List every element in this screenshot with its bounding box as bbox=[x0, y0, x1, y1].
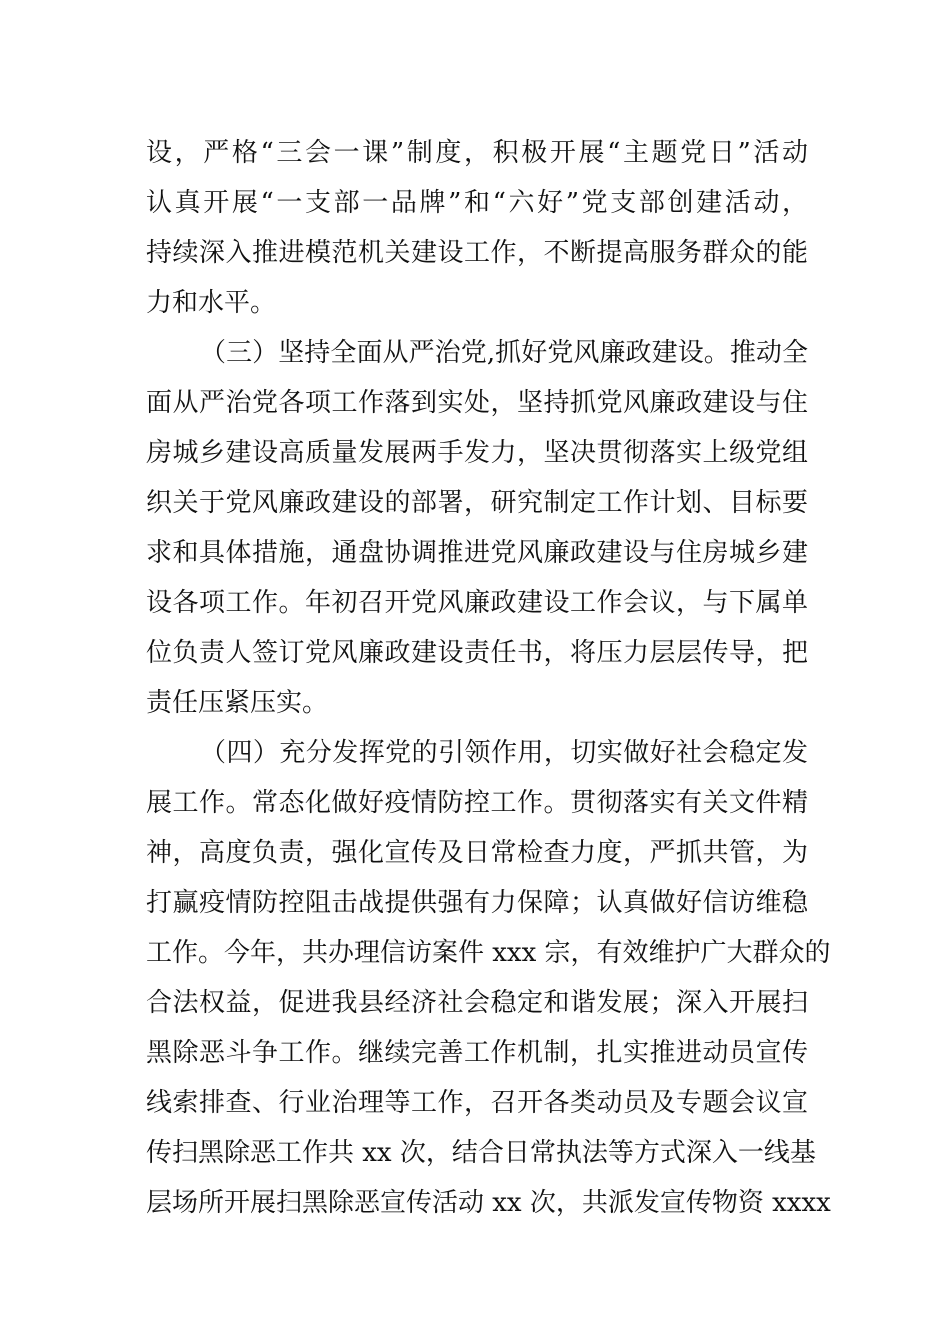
text-line: 打赢疫情防控阻击战提供强有力保障；认真做好信访维稳 bbox=[146, 888, 808, 918]
text-line: 展工作。常态化做好疫情防控工作。贯彻落实有关文件精 bbox=[146, 788, 808, 818]
text-line: 合法权益，促进我县经济社会稳定和谐发展；深入开展扫 bbox=[146, 988, 808, 1018]
section-heading-line: （四）充分发挥党的引领作用，切实做好社会稳定发 bbox=[200, 738, 808, 768]
text-line: 织关于党风廉政建设的部署，研究制定工作计划、目标要 bbox=[146, 488, 808, 518]
section-heading-line: （三）坚持全面从严治党,抓好党风廉政建设。推动全 bbox=[200, 338, 808, 368]
text-line: 持续深入推进模范机关建设工作，不断提高服务群众的能 bbox=[146, 238, 808, 268]
text-line: 线索排查、行业治理等工作，召开各类动员及专题会议宣 bbox=[146, 1088, 808, 1118]
text-line: 设各项工作。年初召开党风廉政建设工作会议，与下属单 bbox=[146, 588, 808, 618]
text-line: 房城乡建设高质量发展两手发力，坚决贯彻落实上级党组 bbox=[146, 438, 808, 468]
text-line: 位负责人签订党风廉政建设责任书，将压力层层传导，把 bbox=[146, 638, 808, 668]
text-line: 设，严格“三会一课”制度，积极开展“主题党日”活动 bbox=[146, 138, 808, 168]
text-line: 力和水平。 bbox=[146, 288, 277, 318]
text-line: 神，高度负责，强化宣传及日常检查力度，严抓共管，为 bbox=[146, 838, 808, 868]
text-line: 责任压紧压实。 bbox=[146, 688, 329, 718]
text-line: 层场所开展扫黑除恶宣传活动 xx 次，共派发宣传物资 xxxx bbox=[146, 1188, 831, 1218]
text-line: 面从严治党各项工作落到实处，坚持抓党风廉政建设与住 bbox=[146, 388, 808, 418]
text-line: 黑除恶斗争工作。继续完善工作机制，扎实推进动员宣传 bbox=[146, 1038, 808, 1068]
text-line: 传扫黑除恶工作共 xx 次，结合日常执法等方式深入一线基 bbox=[146, 1138, 816, 1168]
text-line: 工作。今年，共办理信访案件 xxx 宗，有效维护广大群众的 bbox=[146, 938, 831, 968]
text-line: 求和具体措施，通盘协调推进党风廉政建设与住房城乡建 bbox=[146, 538, 808, 568]
text-line: 认真开展“一支部一品牌”和“六好”党支部创建活动， bbox=[146, 188, 808, 218]
